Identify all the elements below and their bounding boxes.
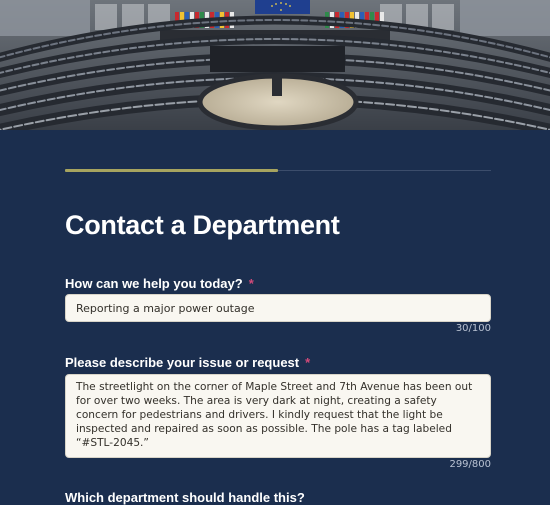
subject-input[interactable] <box>65 294 491 322</box>
description-label <box>65 355 310 370</box>
subject-label-text: How can we help you today? <box>65 276 243 291</box>
page-title: Contact a Department <box>65 210 340 240</box>
required-asterisk: * <box>305 355 311 370</box>
subject-char-counter: 30/100 <box>455 323 491 334</box>
subject-label <box>65 276 254 291</box>
description-textarea[interactable] <box>65 374 491 458</box>
description-label-text: Please describe your issue or request <box>65 355 300 370</box>
parliament-hemicycle-illustration <box>0 0 550 130</box>
department-label-text: Which department should handle this? <box>65 490 305 505</box>
department-label <box>65 490 305 505</box>
hero-image <box>0 0 550 130</box>
description-char-counter: 299/800 <box>449 459 491 470</box>
required-asterisk: * <box>248 276 254 291</box>
form-progress-bar <box>65 169 491 173</box>
progress-fill <box>65 169 278 172</box>
